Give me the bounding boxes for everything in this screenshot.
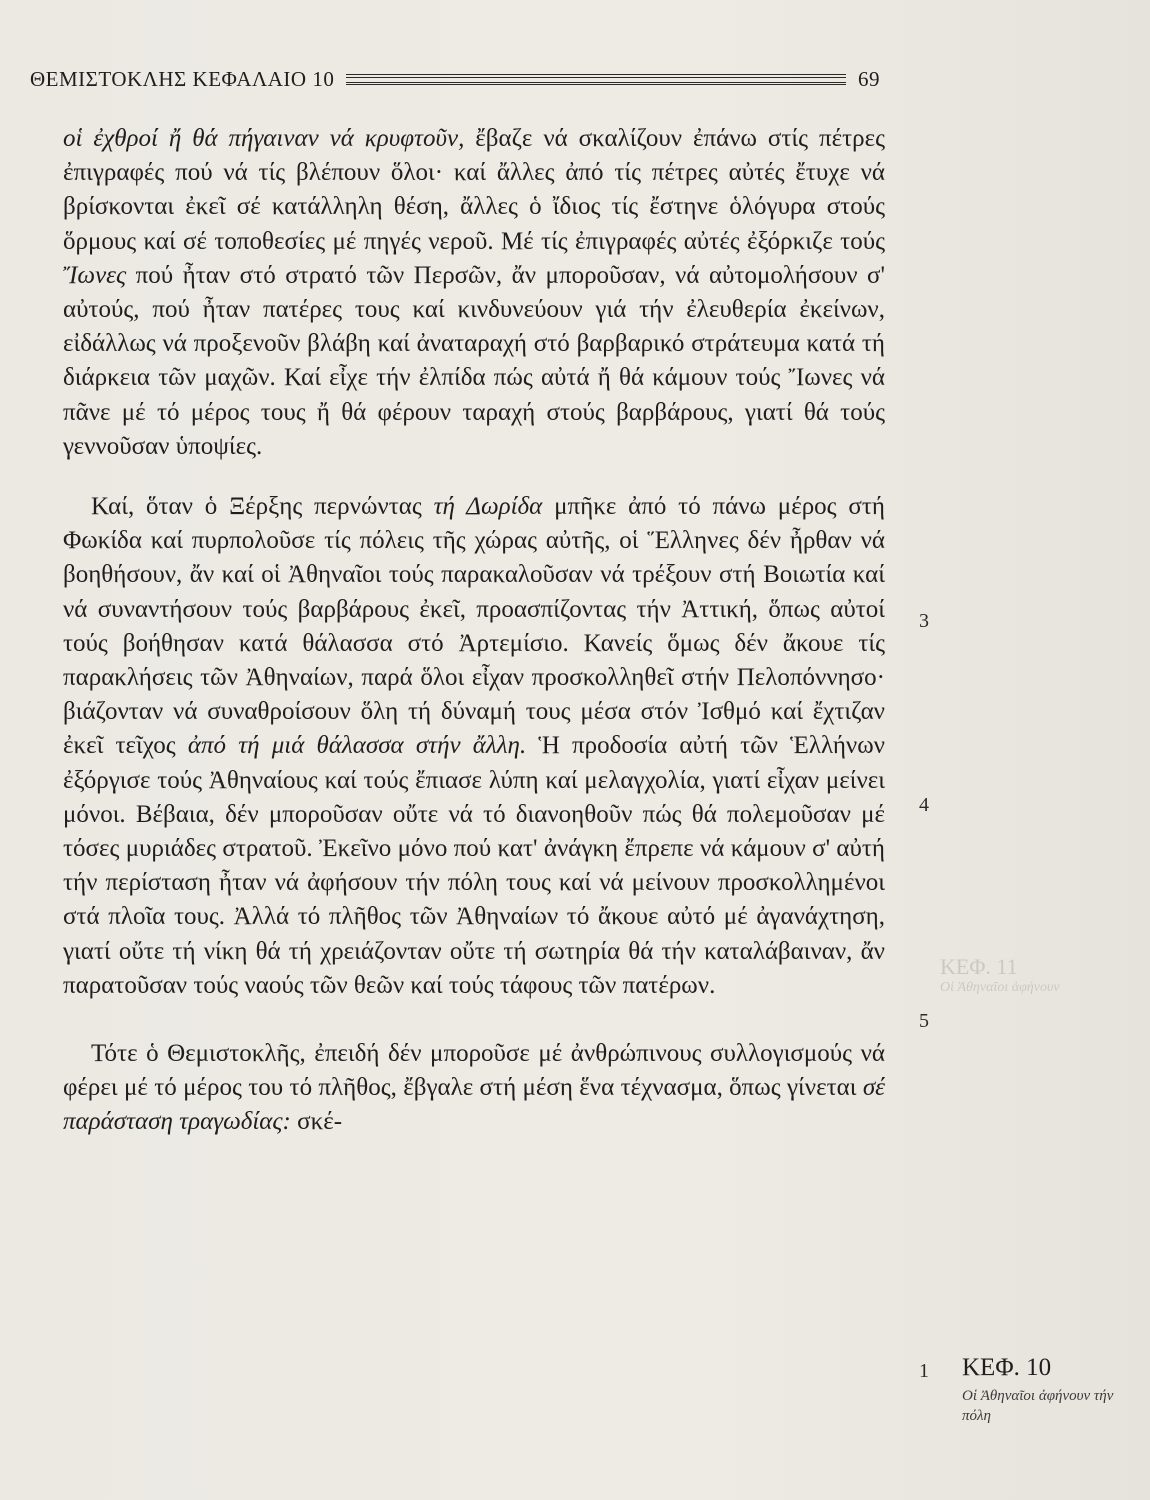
italic-span: οἱ ἐχθροί ἤ θά πήγαιναν νά κρυφτοῦν,	[63, 125, 465, 152]
ghost-subtitle: Οἱ Ἀθηναῖοι ἀφήνουν	[940, 980, 1060, 995]
paragraph-3	[63, 1037, 885, 1140]
margin-number-3: 3	[919, 610, 929, 632]
italic-span: τή Δωρίδα	[433, 493, 543, 521]
text-span: μπῆκε ἀπό τό πάνω μέρος στή Φωκίδα καί πυρπολοῦσε τίς πόλεις τῆς χώρας αὐτῆς, οἱ Ἕλληνες δέν ἦρθαν νά βοηθήσουν, ἄν καί οἱ Ἀθηναῖοι τούς παρακαλοῦσαν νά τρέξουν στή Βοιωτία καί νά συναντήσουν τούς βαρβάρους ἐκεῖ, προασπίζοντας τήν Ἀττική, ὅπως αὐτοί τούς βοήθησαν κατά θάλασσα στό Ἀρτεμίσιο. Κανείς ὅμως δέν ἄκουε τίς παρακλήσεις τῶν Ἀθηναίων, παρά ὅλοι εἶχαν προσκολληθεῖ στήν Πελοπόννησο· βιάζονταν νά συναθροίσουν ὅλη τή δύναμή τους μέσα στόν Ἰσθμό καί ἔχτιζαν ἐκεῖ τεῖχος	[63, 493, 885, 760]
margin-number-1: 1	[919, 1360, 929, 1382]
running-header	[30, 62, 880, 96]
italic-span: ἀπό τή μιά θάλασσα στήν ἄλλη.	[187, 732, 527, 760]
text-span: ἔβαζε νά σκαλίζουν ἐπάνω στίς πέτρες ἐπιγραφές πού νά τίς βλέπουν ὅλοι· καί ἄλλες ἀπό τίς πέτρες αὐτές ἔτυχε νά βρίσκονται ἐκεῖ σέ κατάλληλη θέση, ἄλλες ὁ ἴδιος τίς ἔστηνε ὁλόγυρα στούς ὅρμους καί σέ τοποθεσίες μέ πηγές νεροῦ. Μέ τίς ἐπιγραφές αὐτές ἐξόρκιζε τούς	[63, 125, 886, 255]
text-span: σκέ-	[290, 1108, 343, 1136]
italic-span: Ἴωνες	[63, 261, 127, 289]
italic-span: σέ παράσταση τραγωδίας:	[63, 1074, 885, 1136]
paragraph-1	[63, 122, 885, 464]
bleed-through-text	[940, 955, 1130, 997]
header-rule	[346, 74, 846, 85]
running-title: ΘΕΜΙΣΤΟΚΛΗΣ ΚΕΦΑΛΑΙΟ 10	[30, 66, 335, 91]
text-span: Καί, ὅταν ὁ Ξέρξης περνώντας	[91, 493, 434, 521]
text-span: πού ἦταν στό στρατό τῶν Περσῶν, ἄν μποροῦσαν, νά αὐτομολήσουν σ' αὐτούς, πού ἦταν πατέρες τους καί κινδυνεύουν γιά τήν ἐλευθερία ἐκείνων, εἰδάλλως νά προξενοῦν βλάβη καί ἀναταραχή στό βαρβαρικό στράτευμα κατά τή διάρκεια τῶν μαχῶν. Καί εἶχε τήν ἐλπίδα πώς αὐτά ἤ θά κάμουν τούς Ἴωνες νά πᾶνε μέ τό μέρος τους ἤ θά φέρουν ταραχή στούς βαρβάρους, γιατί θά τούς γεννοῦσαν ὑποψίες.	[63, 261, 885, 460]
margin-number-5: 5	[919, 1010, 929, 1032]
side-note-heading: ΚΕΦ. 10	[962, 1354, 1052, 1381]
side-note-subtitle: Οἱ Ἀθηναῖοι ἀφήνουν τήν πόλη	[962, 1388, 1114, 1424]
paragraph-gap	[63, 464, 885, 490]
page-number: 69	[858, 66, 880, 91]
text-span: Ἡ προδοσία αὐτή τῶν Ἑλλήνων ἐξόργισε τούς Ἀθηναίους καί τούς ἔπιασε λύπη καί μελαγχολία, γιατί εἶχαν μείνει μόνοι. Βέβαια, δέν μποροῦσαν οὔτε νά τό διανοηθοῦν πώς θά πολεμοῦσαν μέ τόσες μυριάδες στρατοῦ. Ἐκεῖνο μόνο πού κατ' ἀνάγκη ἔπρεπε νά κάμουν σ' αὐτή τήν περίσταση ἦταν νά ἀφήσουν τήν πόλη τους καί νά μείνουν προσκολλημένοι στά πλοῖα τους. Ἀλλά τό πλῆθος τῶν Ἀθηναίων τό ἄκουε αὐτό μέ ἀγανάχτηση, γιατί οὔτε τή νίκη θά τή χρειάζονταν οὔτε τή σωτηρία θά τήν καταλάβαιναν, ἄν παρατοῦσαν τούς ναούς τῶν θεῶν καί τούς τάφους τῶν πατέρων.	[63, 732, 885, 999]
main-text	[63, 122, 885, 1140]
text-span: Τότε ὁ Θεμιστοκλῆς, ἐπειδή δέν μποροῦσε μέ ἀνθρώπινους συλλογισμούς νά φέρει μέ τό μέρος του τό πλῆθος, ἔβγαλε στή μέση ἕνα τέχνασμα, ὅπως γίνεται	[63, 1040, 885, 1102]
paragraph-2	[63, 490, 885, 1003]
ghost-heading: ΚΕΦ. 11	[940, 954, 1018, 979]
margin-number-4: 4	[919, 794, 929, 816]
paragraph-gap	[63, 1003, 885, 1037]
